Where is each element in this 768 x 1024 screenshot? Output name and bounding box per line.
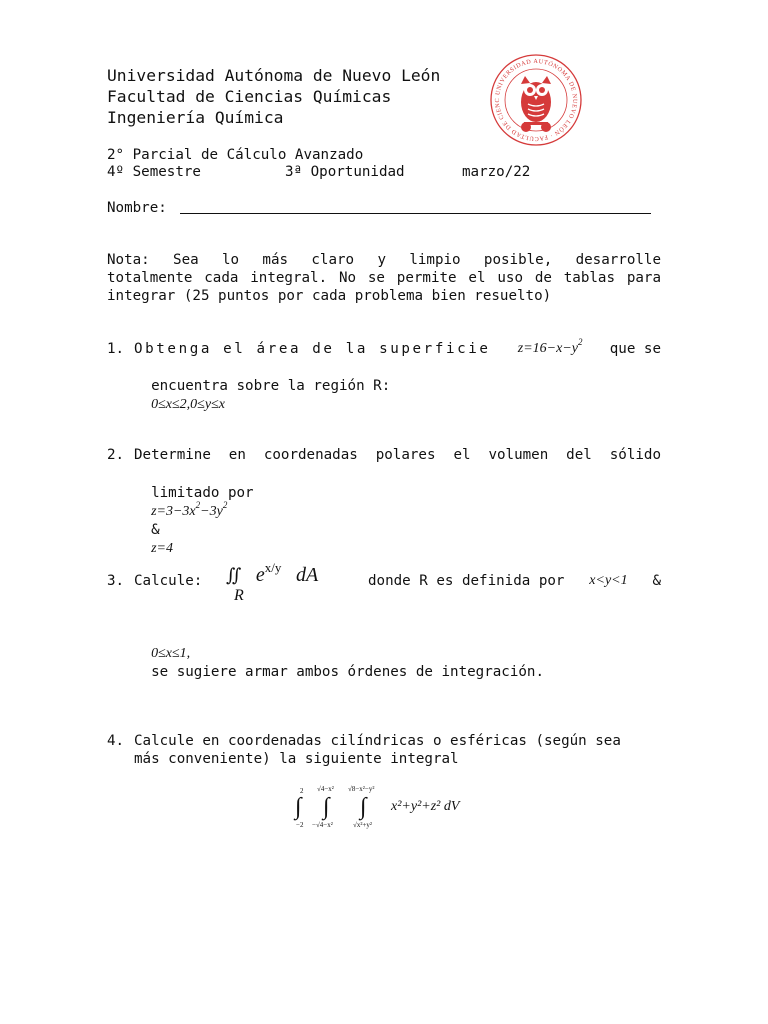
svg-text:UNIVERSIDAD AUTÓNOMA DE NUEVO: UNIVERSIDAD AUTÓNOMA DE NUEVO LEÓN · FACULTAD DE CIENC xyxy=(493,57,579,143)
note-line-2: totalmente cada integral. No se permite el uso de tablas para xyxy=(107,270,661,286)
inner-integral-sign: ∫ xyxy=(360,794,367,820)
problem-number: 1. xyxy=(107,341,125,357)
problem-1-text-a: Obtenga el área de la superficie xyxy=(134,341,491,357)
inner-lower-limit: √x²+y² xyxy=(353,821,372,829)
problem-3-text: donde R es definida por xyxy=(368,573,565,589)
problem-3-label: Calcule: xyxy=(134,573,203,589)
problem-3-integral xyxy=(226,560,318,590)
problem-1-text-b: que se xyxy=(609,341,661,357)
middle-lower-limit: −√4−x² xyxy=(312,821,333,829)
exam-opportunity: 3ª Oportunidad xyxy=(285,164,405,180)
problem-1-line-2 xyxy=(134,359,391,412)
problem-3-line-2 xyxy=(134,626,545,680)
name-label: Nombre: xyxy=(107,200,167,216)
program-name: Ingeniería Química xyxy=(107,108,284,127)
exam-title: 2° Parcial de Cálculo Avanzado xyxy=(107,147,364,163)
outer-upper-limit: 2 xyxy=(300,787,304,795)
problem-2-line-2 xyxy=(134,466,254,556)
integral-region-label: R xyxy=(234,587,244,604)
problem-number: 3. xyxy=(107,573,125,589)
problem-3-condition: x<y<1 xyxy=(589,573,628,588)
problem-4-line-1: Calcule en coordenadas cilíndricas o esféricas (según sea xyxy=(134,733,621,749)
triple-integrand: x²+y²+z² dV xyxy=(391,799,460,814)
double-integral-symbol: ∬ xyxy=(226,565,242,585)
problem-number: 2. xyxy=(107,447,125,463)
triple-integral xyxy=(290,783,480,839)
problem-2-text: limitado por xyxy=(151,485,254,501)
problem-2-formula-b: z=4 xyxy=(151,541,173,556)
name-underline[interactable] xyxy=(180,213,651,214)
problem-1-region: 0≤x≤2,0≤y≤x xyxy=(151,397,225,412)
problem-1-formula: $z=16-x-y^2$ xyxy=(517,337,583,356)
faculty-name: Facultad de Ciencias Químicas xyxy=(107,87,392,106)
problem-4-line-2: más conveniente) la siguiente integral xyxy=(134,751,459,767)
problem-1-text-c: encuentra sobre la región R: xyxy=(151,378,391,394)
integrand-base: e xyxy=(255,564,265,586)
problem-2-formula-a: $z=3-3x^2-3y^2$ xyxy=(151,500,228,519)
problem-3-formula-2: 0≤x≤1, xyxy=(151,646,191,661)
owl-seal-icon xyxy=(488,52,584,148)
problem-1-line-1 xyxy=(134,337,661,358)
exam-semester: 4º Semestre xyxy=(107,164,201,180)
university-seal xyxy=(488,52,584,148)
note-line-1: Nota: Sea lo más claro y limpio posible, desarrolle xyxy=(107,252,661,268)
outer-integral-sign: ∫ xyxy=(295,794,302,820)
problem-2-amp: & xyxy=(151,522,160,538)
exam-date: marzo/22 xyxy=(462,164,531,180)
problem-2-line-1: Determine en coordenadas polares el volumen del sólido xyxy=(134,447,661,463)
problem-3-amp: & xyxy=(652,573,661,589)
differential: dA xyxy=(295,564,319,586)
note-line-3: integrar (25 puntos por cada problema bien resuelto) xyxy=(107,288,552,304)
problem-3-line-1-rest xyxy=(368,572,661,590)
university-name: Universidad Autónoma de Nuevo León xyxy=(107,66,441,85)
problem-number: 4. xyxy=(107,733,125,749)
middle-integral-sign: ∫ xyxy=(323,794,330,820)
integrand-exponent: x/y xyxy=(264,560,282,575)
middle-upper-limit: √4−x² xyxy=(317,785,334,793)
inner-upper-limit: √8−x²−y² xyxy=(348,785,375,793)
outer-lower-limit: −2 xyxy=(296,821,304,829)
problem-3-text-2: se sugiere armar ambos órdenes de integración. xyxy=(151,664,545,680)
